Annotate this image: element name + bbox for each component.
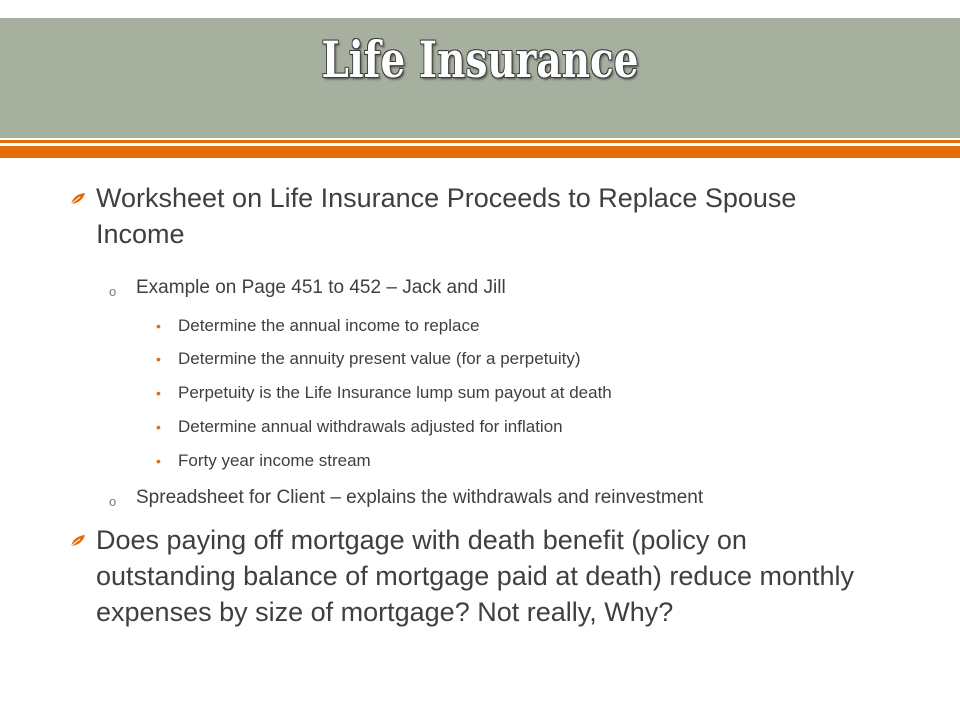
dot-bullet-icon: • — [156, 453, 161, 469]
leaf-bullet-icon — [70, 534, 86, 548]
list-item-text: Perpetuity is the Life Insurance lump sum payout at death — [178, 383, 612, 402]
dot-bullet-icon: • — [156, 419, 161, 435]
dot-bullet-icon: • — [156, 318, 161, 334]
sub-bullet-example-text: Example on Page 451 to 452 – Jack and Jill — [136, 277, 506, 298]
sub-bullet-example — [109, 276, 896, 300]
accent-line-thick — [0, 146, 960, 158]
list-item-text: Determine the annual income to replace — [178, 316, 480, 335]
leaf-bullet-icon — [70, 192, 86, 206]
accent-line-thin — [0, 140, 960, 143]
list-item — [156, 315, 878, 337]
list-item-text: Determine annual withdrawals adjusted for inflation — [178, 417, 563, 436]
slide-title: Life Insurance — [321, 30, 639, 89]
list-item — [156, 382, 878, 404]
dot-bullet-icon: • — [156, 351, 161, 367]
list-item-text: Forty year income stream — [178, 451, 371, 470]
bullet-mortgage — [96, 522, 886, 630]
bullet-worksheet-text: Worksheet on Life Insurance Proceeds to Replace Spouse Income — [96, 183, 797, 249]
sub-bullet-spreadsheet-text: Spreadsheet for Client – explains the withdrawals and reinvestment — [136, 487, 704, 508]
sub-bullet-spreadsheet — [109, 486, 896, 510]
list-item — [156, 348, 878, 370]
list-item-text: Determine the annuity present value (for a perpetuity) — [178, 349, 581, 368]
dot-bullet-icon: • — [156, 385, 161, 401]
circle-bullet-icon: o — [109, 284, 117, 299]
list-item — [156, 416, 878, 438]
bullet-worksheet — [96, 180, 886, 252]
bullet-mortgage-text: Does paying off mortgage with death benefit (policy on outstanding balance of mortgage paid at death) reduce monthly expenses by size of mortgage? Not really, Why? — [96, 525, 855, 627]
list-item — [156, 450, 878, 472]
circle-bullet-icon: o — [109, 494, 117, 509]
